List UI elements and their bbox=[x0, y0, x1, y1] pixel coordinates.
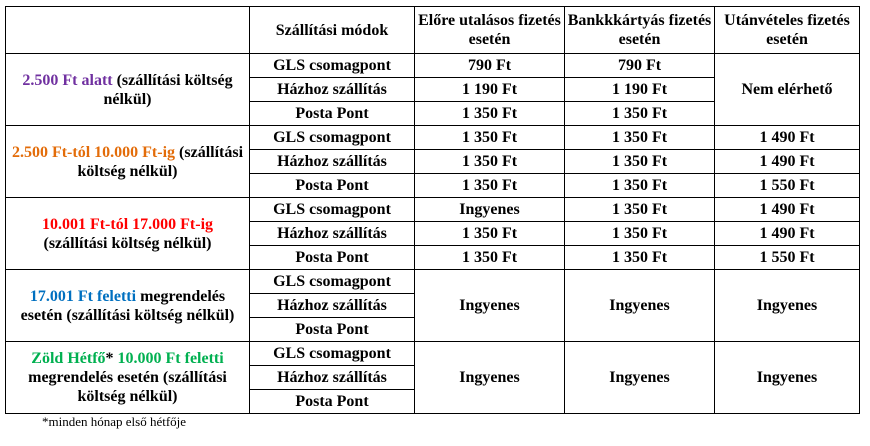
price-card: 1 350 Ft bbox=[565, 198, 715, 222]
price-prepay: 1 350 Ft bbox=[415, 102, 565, 126]
table-row bbox=[6, 270, 860, 294]
tier-label-over-17000 bbox=[6, 270, 250, 342]
tier-amount: 10.001 Ft-tól 17.000 Ft-ig bbox=[41, 215, 214, 233]
footnote: *minden hónap első hétfője bbox=[42, 414, 187, 429]
table-row bbox=[6, 198, 860, 222]
method-posta-pont: Posta Pont bbox=[250, 390, 415, 414]
price-prepay: 790 Ft bbox=[415, 54, 565, 78]
price-card: 1 350 Ft bbox=[565, 102, 715, 126]
tier-label-green-monday bbox=[6, 342, 250, 414]
price-cod: 1 490 Ft bbox=[715, 126, 860, 150]
price-prepay: 1 350 Ft bbox=[415, 150, 565, 174]
tier-label-10001-17000 bbox=[6, 198, 250, 270]
price-prepay: 1 190 Ft bbox=[415, 78, 565, 102]
price-cod-free: Ingyenes bbox=[715, 270, 860, 342]
method-gls: GLS csomagpont bbox=[250, 342, 415, 366]
method-posta-pont: Posta Pont bbox=[250, 246, 415, 270]
header-empty-cell bbox=[6, 7, 250, 54]
price-prepay-free: Ingyenes bbox=[415, 270, 565, 342]
tier-description: (szállítási költség nélkül) bbox=[103, 71, 233, 108]
tier-amount-threshold: 10.000 Ft feletti bbox=[113, 350, 224, 367]
price-prepay: Ingyenes bbox=[415, 198, 565, 222]
tier-description: megrendelés esetén (szállítási költség nélkül) bbox=[28, 369, 227, 405]
tier-amount: Zöld Hétfő bbox=[31, 350, 106, 367]
price-cod: 1 490 Ft bbox=[715, 222, 860, 246]
header-card: Bankkkártyás fizetés esetén bbox=[565, 7, 715, 54]
tier-description: (szállítási költség nélkül) bbox=[77, 143, 244, 180]
tier-description: (szállítási költség nélkül) bbox=[43, 234, 212, 252]
price-cod: 1 490 Ft bbox=[715, 198, 860, 222]
price-prepay-free: Ingyenes bbox=[415, 342, 565, 414]
method-posta-pont: Posta Pont bbox=[250, 102, 415, 126]
header-cod: Utánvételes fizetés esetén bbox=[715, 7, 860, 54]
price-card: 1 350 Ft bbox=[565, 246, 715, 270]
tier-amount: 17.001 Ft feletti bbox=[29, 287, 137, 305]
shipping-price-table bbox=[5, 6, 860, 414]
method-home-delivery: Házhoz szállítás bbox=[250, 366, 415, 390]
header-row bbox=[6, 7, 860, 54]
method-home-delivery: Házhoz szállítás bbox=[250, 294, 415, 318]
method-posta-pont: Posta Pont bbox=[250, 174, 415, 198]
method-gls: GLS csomagpont bbox=[250, 198, 415, 222]
price-card: 1 190 Ft bbox=[565, 78, 715, 102]
table-row bbox=[6, 342, 860, 366]
price-card: 790 Ft bbox=[565, 54, 715, 78]
header-prepay: Előre utalásos fizetés esetén bbox=[415, 7, 565, 54]
price-cod: 1 490 Ft bbox=[715, 150, 860, 174]
table-row bbox=[6, 126, 860, 150]
method-gls: GLS csomagpont bbox=[250, 270, 415, 294]
tier-amount: 2.500 Ft alatt bbox=[22, 71, 113, 89]
price-cod: 1 550 Ft bbox=[715, 246, 860, 270]
price-cod-free: Ingyenes bbox=[715, 342, 860, 414]
price-prepay: 1 350 Ft bbox=[415, 222, 565, 246]
method-gls: GLS csomagpont bbox=[250, 126, 415, 150]
tier-label-2500-10000 bbox=[6, 126, 250, 198]
price-card: 1 350 Ft bbox=[565, 174, 715, 198]
price-cod-not-available: Nem elérhető bbox=[715, 54, 860, 126]
method-posta-pont: Posta Pont bbox=[250, 318, 415, 342]
footnote-star: * bbox=[105, 350, 114, 367]
price-cod: 1 550 Ft bbox=[715, 174, 860, 198]
price-prepay: 1 350 Ft bbox=[415, 246, 565, 270]
price-card: 1 350 Ft bbox=[565, 150, 715, 174]
price-prepay: 1 350 Ft bbox=[415, 126, 565, 150]
header-shipping-methods: Szállítási módok bbox=[250, 7, 415, 54]
method-home-delivery: Házhoz szállítás bbox=[250, 222, 415, 246]
method-home-delivery: Házhoz szállítás bbox=[250, 150, 415, 174]
tier-label-under-2500 bbox=[6, 54, 250, 126]
tier-amount: 2.500 Ft-tól 10.000 Ft-ig bbox=[11, 143, 176, 161]
price-card: 1 350 Ft bbox=[565, 222, 715, 246]
price-prepay: 1 350 Ft bbox=[415, 174, 565, 198]
method-gls: GLS csomagpont bbox=[250, 54, 415, 78]
method-home-delivery: Házhoz szállítás bbox=[250, 78, 415, 102]
price-card-free: Ingyenes bbox=[565, 270, 715, 342]
tier-description: megrendelés esetén (szállítási költség nélkül) bbox=[20, 287, 235, 324]
table-row bbox=[6, 54, 860, 78]
price-card-free: Ingyenes bbox=[565, 342, 715, 414]
price-card: 1 350 Ft bbox=[565, 126, 715, 150]
